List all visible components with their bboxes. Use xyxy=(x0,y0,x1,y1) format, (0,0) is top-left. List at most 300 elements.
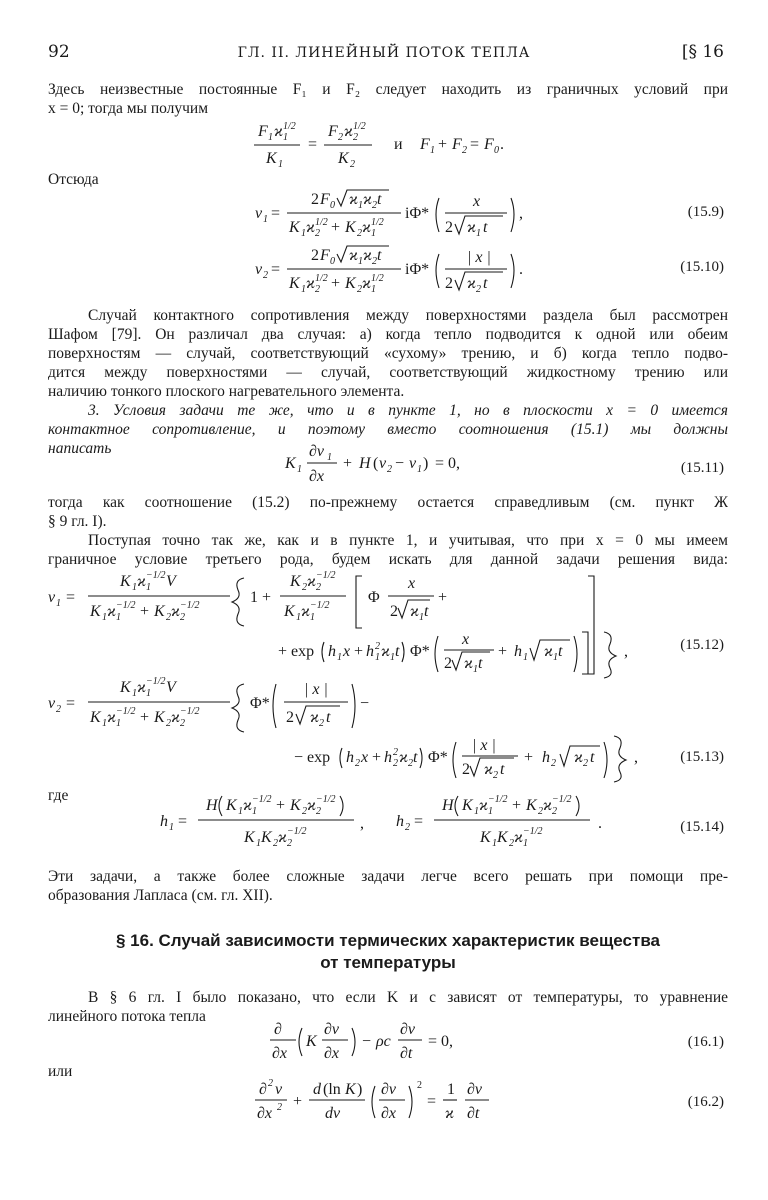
svg-text:ϰ: ϰ xyxy=(543,797,552,814)
svg-text:ϰ: ϰ xyxy=(107,603,116,620)
svg-text:−1/2: −1/2 xyxy=(310,600,330,611)
svg-text:v: v xyxy=(48,695,56,712)
equation-number: (16.2) xyxy=(687,1094,724,1110)
svg-text:2: 2 xyxy=(390,603,398,620)
svg-text:2: 2 xyxy=(372,256,377,267)
equation-15-14 xyxy=(160,790,630,854)
svg-text:2: 2 xyxy=(302,806,307,817)
equation-15-11 xyxy=(285,440,515,490)
svg-text:1: 1 xyxy=(268,132,273,143)
svg-text:1: 1 xyxy=(169,822,174,833)
equation-15-9 xyxy=(255,186,555,242)
svg-text:1: 1 xyxy=(116,612,121,623)
svg-text:1: 1 xyxy=(371,228,376,239)
svg-text:K: K xyxy=(306,1033,317,1050)
svg-text:0: 0 xyxy=(330,256,335,267)
svg-text:t: t xyxy=(377,191,382,208)
svg-text:2: 2 xyxy=(445,275,453,292)
svg-text:ϰ: ϰ xyxy=(399,749,408,766)
svg-text:∂v: ∂v xyxy=(324,1021,340,1038)
svg-text:): ) xyxy=(357,1081,363,1098)
svg-text:K: K xyxy=(226,797,237,814)
svg-text:0: 0 xyxy=(494,145,499,156)
svg-text:x: x xyxy=(473,193,481,210)
svg-text:K: K xyxy=(462,797,473,814)
svg-text:t: t xyxy=(424,603,429,620)
svg-text:∂v: ∂v xyxy=(309,443,325,460)
text-line: Отсюда xyxy=(48,171,99,188)
svg-text:1: 1 xyxy=(327,452,332,463)
svg-text:+: + xyxy=(343,455,353,472)
svg-text:K: K xyxy=(285,455,296,472)
svg-text:2: 2 xyxy=(417,1080,422,1091)
svg-text:1: 1 xyxy=(417,464,422,475)
svg-text:1: 1 xyxy=(310,612,315,623)
svg-text:| x |: | x | xyxy=(304,681,328,698)
svg-text:1: 1 xyxy=(301,228,306,239)
svg-text:∂v: ∂v xyxy=(381,1081,397,1098)
svg-text:=: = xyxy=(427,1093,437,1110)
svg-text:v: v xyxy=(275,1081,283,1098)
svg-text:V: V xyxy=(166,573,176,590)
svg-text:=: = xyxy=(470,136,480,153)
svg-text:ϰ: ϰ xyxy=(306,275,315,292)
svg-text:K: K xyxy=(345,275,356,292)
svg-text:0: 0 xyxy=(330,200,335,211)
svg-text:Φ*: Φ* xyxy=(410,643,430,660)
svg-text:1/2: 1/2 xyxy=(315,273,328,284)
svg-text:,: , xyxy=(624,643,628,660)
svg-text:+: + xyxy=(276,797,286,814)
svg-text:K: K xyxy=(526,797,537,814)
svg-text:ϰ: ϰ xyxy=(445,1105,454,1122)
svg-text:1: 1 xyxy=(476,228,481,239)
equation-number: (15.13) xyxy=(680,749,724,765)
svg-text:−1/2: −1/2 xyxy=(488,794,508,805)
svg-text:K: K xyxy=(289,275,300,292)
svg-text:2: 2 xyxy=(319,718,324,729)
svg-text:H: H xyxy=(206,797,218,814)
svg-text:ϰ: ϰ xyxy=(278,829,287,846)
svg-text:1: 1 xyxy=(430,145,435,156)
svg-text:x: x xyxy=(462,631,470,648)
svg-text:2: 2 xyxy=(286,709,294,726)
equation-number: (15.12) xyxy=(680,637,724,653)
svg-text:h: h xyxy=(384,749,392,766)
svg-text:2: 2 xyxy=(355,758,360,769)
svg-text:K: K xyxy=(90,709,101,726)
svg-text:t: t xyxy=(483,219,488,236)
svg-text:ϰ: ϰ xyxy=(464,655,473,672)
svg-text:1: 1 xyxy=(256,838,261,849)
svg-text:h: h xyxy=(160,813,168,830)
svg-text:K: K xyxy=(345,1081,356,1098)
svg-text:ϰ: ϰ xyxy=(479,797,488,814)
svg-text:2: 2 xyxy=(462,761,470,778)
svg-text:+: + xyxy=(524,749,534,766)
svg-text:Φ*: Φ* xyxy=(428,749,448,766)
running-section: [§ 16 xyxy=(681,42,724,62)
svg-text:2: 2 xyxy=(357,284,362,295)
svg-text:−1/2: −1/2 xyxy=(252,794,272,805)
svg-text:Φ: Φ xyxy=(368,589,380,606)
svg-text:−1/2: −1/2 xyxy=(180,706,200,717)
svg-text:1: 1 xyxy=(492,838,497,849)
text-line: наличию тонкого плоского нагревательного элемента. xyxy=(48,383,405,400)
running-title: ГЛ. II. ЛИНЕЙНЫЙ ПОТОК ТЕПЛА xyxy=(237,45,531,61)
svg-text:F: F xyxy=(452,136,462,153)
svg-text:2: 2 xyxy=(166,612,171,623)
svg-text:2: 2 xyxy=(444,655,452,672)
svg-text:ϰ: ϰ xyxy=(243,797,252,814)
svg-text:=: = xyxy=(271,261,281,278)
svg-text:ϰ: ϰ xyxy=(307,797,316,814)
svg-text:(ln: (ln xyxy=(323,1081,341,1098)
svg-text:2: 2 xyxy=(462,145,467,156)
svg-text:K: K xyxy=(480,829,491,846)
svg-text:2: 2 xyxy=(357,228,362,239)
svg-text:2: 2 xyxy=(268,1078,273,1089)
svg-text:K: K xyxy=(120,679,131,696)
svg-text:ϰ: ϰ xyxy=(484,761,493,778)
svg-text:v: v xyxy=(48,589,56,606)
svg-text:1: 1 xyxy=(375,652,380,663)
svg-text:1: 1 xyxy=(419,612,424,623)
svg-text:K: K xyxy=(284,603,295,620)
svg-text:ϰ: ϰ xyxy=(363,247,372,264)
svg-text:+: + xyxy=(293,1093,303,1110)
svg-text:2: 2 xyxy=(445,219,453,236)
svg-text:ϰ: ϰ xyxy=(107,709,116,726)
svg-text:.: . xyxy=(519,261,523,278)
svg-text:t: t xyxy=(395,643,400,660)
svg-text:iΦ*: iΦ* xyxy=(405,205,430,222)
svg-text:2: 2 xyxy=(375,641,380,652)
equation-16-2 xyxy=(255,1076,535,1130)
svg-text:F: F xyxy=(258,123,268,140)
svg-text:K: K xyxy=(290,797,301,814)
svg-text:1/2: 1/2 xyxy=(283,121,296,132)
svg-text:K: K xyxy=(266,150,277,167)
svg-text:ϰ: ϰ xyxy=(363,191,372,208)
svg-text:v: v xyxy=(409,455,417,472)
svg-text:,: , xyxy=(519,205,523,222)
svg-text:2: 2 xyxy=(315,284,320,295)
svg-text:2: 2 xyxy=(316,582,321,593)
svg-text:+: + xyxy=(262,589,272,606)
svg-text:| x |: | x | xyxy=(472,737,496,754)
svg-text:−1/2: −1/2 xyxy=(180,600,200,611)
svg-text:2: 2 xyxy=(393,758,398,769)
svg-text:∂t: ∂t xyxy=(400,1045,413,1062)
svg-text:+: + xyxy=(498,643,508,660)
svg-text:2: 2 xyxy=(372,200,377,211)
svg-text:(: ( xyxy=(373,455,379,472)
svg-text:1: 1 xyxy=(56,598,61,609)
svg-text:iΦ*: iΦ* xyxy=(405,261,430,278)
svg-text:ϰ: ϰ xyxy=(544,643,553,660)
text-line: образования Лапласа (см. гл. XII). xyxy=(48,887,273,904)
svg-text:2: 2 xyxy=(180,718,185,729)
svg-text:t: t xyxy=(500,761,505,778)
svg-text:2: 2 xyxy=(263,270,268,281)
svg-text:+: + xyxy=(140,709,150,726)
svg-text:=: = xyxy=(271,205,281,222)
svg-text:2: 2 xyxy=(387,464,392,475)
svg-text:1/2: 1/2 xyxy=(315,217,328,228)
svg-text:=: = xyxy=(178,813,188,830)
svg-text:2: 2 xyxy=(316,806,321,817)
svg-text:K: K xyxy=(120,573,131,590)
svg-text:2: 2 xyxy=(350,159,355,170)
svg-text:2: 2 xyxy=(551,758,556,769)
text-line: поверхностям — случай, соответствующий «сухому» трению, и б) когда тепло подво- xyxy=(48,345,728,362)
text-line: дится между поверхностями — случай, соответствующий жидкостному трению или xyxy=(48,364,728,381)
svg-text:1: 1 xyxy=(358,200,363,211)
svg-text:−1/2: −1/2 xyxy=(316,794,336,805)
svg-text:v: v xyxy=(379,455,387,472)
svg-text:t: t xyxy=(590,749,595,766)
svg-text:1: 1 xyxy=(263,214,268,225)
svg-text:K: K xyxy=(261,829,272,846)
svg-text:−1/2: −1/2 xyxy=(146,570,166,581)
svg-text:1: 1 xyxy=(102,718,107,729)
text-line: x = 0; тогда мы получим xyxy=(48,100,209,117)
svg-text:1: 1 xyxy=(337,652,342,663)
text-line: где xyxy=(48,787,69,804)
svg-text:ϰ: ϰ xyxy=(467,219,476,236)
svg-text:1: 1 xyxy=(132,582,137,593)
svg-text:ρc: ρc xyxy=(376,1033,391,1050)
svg-text:F: F xyxy=(320,247,330,264)
svg-text:t: t xyxy=(413,749,418,766)
svg-text:1: 1 xyxy=(371,284,376,295)
svg-text:H: H xyxy=(442,797,454,814)
svg-text:2: 2 xyxy=(353,132,358,143)
svg-text:+: + xyxy=(512,797,522,814)
text-line: линейного потока тепла xyxy=(48,1008,206,1025)
svg-text:1: 1 xyxy=(296,612,301,623)
svg-text:+: + xyxy=(354,643,364,660)
svg-text:1: 1 xyxy=(116,718,121,729)
equation-15-13 xyxy=(48,678,668,784)
svg-text:−1/2: −1/2 xyxy=(146,676,166,687)
svg-text:2: 2 xyxy=(338,132,343,143)
svg-text:∂x: ∂x xyxy=(324,1045,340,1062)
svg-text:V: V xyxy=(166,679,176,696)
svg-text:−1/2: −1/2 xyxy=(523,826,543,837)
section-heading: от температуры xyxy=(320,953,456,972)
svg-text:−: − xyxy=(362,1033,372,1050)
svg-text:+: + xyxy=(140,603,150,620)
svg-text:+: + xyxy=(331,219,341,236)
svg-text:K: K xyxy=(154,709,165,726)
svg-text:ϰ: ϰ xyxy=(349,191,358,208)
text-line: Шафом [79]. Он различал два случая: а) когда тепло подводится к одной или обеим xyxy=(48,326,728,343)
svg-text:): ) xyxy=(423,455,429,472)
svg-text:F: F xyxy=(320,191,330,208)
text-line: Здесь неизвестные постоянные F₁ и F₂ следует находить из граничных условий при xyxy=(48,81,728,98)
svg-text:=: = xyxy=(308,136,318,153)
svg-text:2: 2 xyxy=(583,758,588,769)
text-line: или xyxy=(48,1063,73,1080)
svg-text:∂v: ∂v xyxy=(467,1081,483,1098)
equation-number: (15.10) xyxy=(680,259,724,275)
svg-text:1: 1 xyxy=(447,1081,455,1098)
svg-text:−1/2: −1/2 xyxy=(287,826,307,837)
svg-text:1/2: 1/2 xyxy=(371,273,384,284)
svg-text:h: h xyxy=(366,643,374,660)
svg-text:1: 1 xyxy=(250,589,258,606)
svg-text:ϰ: ϰ xyxy=(381,643,390,660)
svg-text:1: 1 xyxy=(488,806,493,817)
equation-number: (15.9) xyxy=(687,204,724,220)
svg-text:1: 1 xyxy=(474,806,479,817)
svg-text:ϰ: ϰ xyxy=(137,679,146,696)
svg-text:−1/2: −1/2 xyxy=(116,706,136,717)
text-line: граничное условие третьего рода, будем искать для данной задачи решения вида: xyxy=(48,551,728,568)
svg-text:h: h xyxy=(346,749,354,766)
svg-text:1: 1 xyxy=(358,256,363,267)
svg-text:2: 2 xyxy=(277,1102,282,1113)
text-line: Случай контактного сопротивления между поверхностями раздела был рассмотрен xyxy=(88,307,728,324)
svg-text:2: 2 xyxy=(166,718,171,729)
svg-text:−1/2: −1/2 xyxy=(116,600,136,611)
svg-text:Φ*: Φ* xyxy=(250,695,270,712)
svg-text:ϰ: ϰ xyxy=(307,573,316,590)
svg-text:v: v xyxy=(255,261,263,278)
svg-text:K: K xyxy=(289,219,300,236)
svg-text:2: 2 xyxy=(273,838,278,849)
svg-text:2: 2 xyxy=(311,247,319,264)
svg-text:| x |: | x | xyxy=(467,249,491,266)
svg-text:1: 1 xyxy=(102,612,107,623)
svg-text:1/2: 1/2 xyxy=(353,121,366,132)
svg-text:ϰ: ϰ xyxy=(171,709,180,726)
equation-number: (16.1) xyxy=(687,1034,724,1050)
svg-text:−1/2: −1/2 xyxy=(316,570,336,581)
svg-text:2: 2 xyxy=(493,770,498,781)
svg-text:ϰ: ϰ xyxy=(362,275,371,292)
svg-text:.: . xyxy=(598,815,602,832)
svg-text:∂v: ∂v xyxy=(400,1021,416,1038)
svg-text:и: и xyxy=(394,136,403,153)
svg-text:2: 2 xyxy=(56,704,61,715)
svg-text:1: 1 xyxy=(297,464,302,475)
svg-text:t: t xyxy=(377,247,382,264)
svg-text:1: 1 xyxy=(301,284,306,295)
svg-text:d: d xyxy=(313,1081,321,1098)
svg-text:h: h xyxy=(328,643,336,660)
svg-text:t: t xyxy=(558,643,563,660)
svg-text:1: 1 xyxy=(523,838,528,849)
svg-text:2: 2 xyxy=(552,806,557,817)
svg-text:K: K xyxy=(497,829,508,846)
svg-text:h: h xyxy=(542,749,550,766)
svg-text:K: K xyxy=(90,603,101,620)
svg-text:ϰ: ϰ xyxy=(574,749,583,766)
svg-text:.: . xyxy=(500,136,504,153)
svg-text:F: F xyxy=(484,136,494,153)
svg-text:2: 2 xyxy=(393,747,398,758)
svg-text:=: = xyxy=(66,589,76,606)
svg-text:+ exp: + exp xyxy=(278,643,315,660)
svg-text:∂: ∂ xyxy=(274,1021,282,1038)
svg-text:ϰ: ϰ xyxy=(310,709,319,726)
svg-text:1/2: 1/2 xyxy=(371,217,384,228)
svg-text:∂x: ∂x xyxy=(257,1105,273,1122)
svg-text:−: − xyxy=(395,455,405,472)
svg-text:2: 2 xyxy=(408,758,413,769)
svg-text:ϰ: ϰ xyxy=(306,219,315,236)
svg-text:2: 2 xyxy=(405,822,410,833)
svg-text:−1/2: −1/2 xyxy=(552,794,572,805)
svg-text:dv: dv xyxy=(325,1105,341,1122)
section-heading: § 16. Случай зависимости термических характеристик вещества xyxy=(116,931,660,950)
svg-text:K: K xyxy=(290,573,301,590)
svg-text:1: 1 xyxy=(283,132,288,143)
svg-text:∂x: ∂x xyxy=(381,1105,397,1122)
svg-text:+: + xyxy=(438,589,448,606)
svg-text:ϰ: ϰ xyxy=(467,275,476,292)
svg-text:x: x xyxy=(408,575,416,592)
svg-text:∂t: ∂t xyxy=(467,1105,480,1122)
equation-number: (15.14) xyxy=(680,819,724,835)
svg-text:ϰ: ϰ xyxy=(410,603,419,620)
svg-text:− exp: − exp xyxy=(294,749,331,766)
svg-text:K: K xyxy=(345,219,356,236)
svg-text:ϰ: ϰ xyxy=(344,123,353,140)
svg-text:∂x: ∂x xyxy=(309,468,325,485)
equation-15-12 xyxy=(48,566,668,678)
equation-15-10 xyxy=(255,242,555,298)
svg-text:,: , xyxy=(634,749,638,766)
equation-16-1 xyxy=(270,1018,510,1068)
text-line: написать xyxy=(48,440,112,457)
text-line: 3. Условия задачи те же, что и в пункте 1, но в плоскости x = 0 имеется xyxy=(88,402,728,419)
svg-text:ϰ: ϰ xyxy=(274,123,283,140)
svg-text:=: = xyxy=(414,813,424,830)
svg-text:K: K xyxy=(338,150,349,167)
svg-text:t: t xyxy=(326,709,331,726)
svg-text:ϰ: ϰ xyxy=(349,247,358,264)
svg-text:ϰ: ϰ xyxy=(137,573,146,590)
svg-text:1: 1 xyxy=(278,159,283,170)
text-line: Поступая точно так же, как и в пункте 1, и учитывая, что при x = 0 мы имеем xyxy=(88,532,728,549)
svg-text:h: h xyxy=(396,813,404,830)
svg-text:−: − xyxy=(360,695,370,712)
svg-text:∂x: ∂x xyxy=(272,1045,288,1062)
svg-text:2: 2 xyxy=(538,806,543,817)
svg-text:v: v xyxy=(255,205,263,222)
svg-text:K: K xyxy=(154,603,165,620)
svg-text:1: 1 xyxy=(252,806,257,817)
svg-text:1: 1 xyxy=(390,652,395,663)
text-line: § 9 гл. I). xyxy=(48,513,107,530)
svg-text:2: 2 xyxy=(180,612,185,623)
svg-text:F: F xyxy=(328,123,338,140)
svg-text:ϰ: ϰ xyxy=(301,603,310,620)
svg-text:2: 2 xyxy=(287,838,292,849)
svg-text:1: 1 xyxy=(523,652,528,663)
svg-text:,: , xyxy=(360,815,364,832)
svg-text:1: 1 xyxy=(132,688,137,699)
equation-f-ratio xyxy=(250,118,570,170)
text-line: В § 6 гл. I было показано, что если K и c зависят от температуры, то уравнение xyxy=(88,989,728,1006)
text-line: тогда как соотношение (15.2) по-прежнему остается справедливым (см. пункт Ж xyxy=(48,494,728,511)
svg-text:2: 2 xyxy=(302,582,307,593)
svg-text:t: t xyxy=(483,275,488,292)
